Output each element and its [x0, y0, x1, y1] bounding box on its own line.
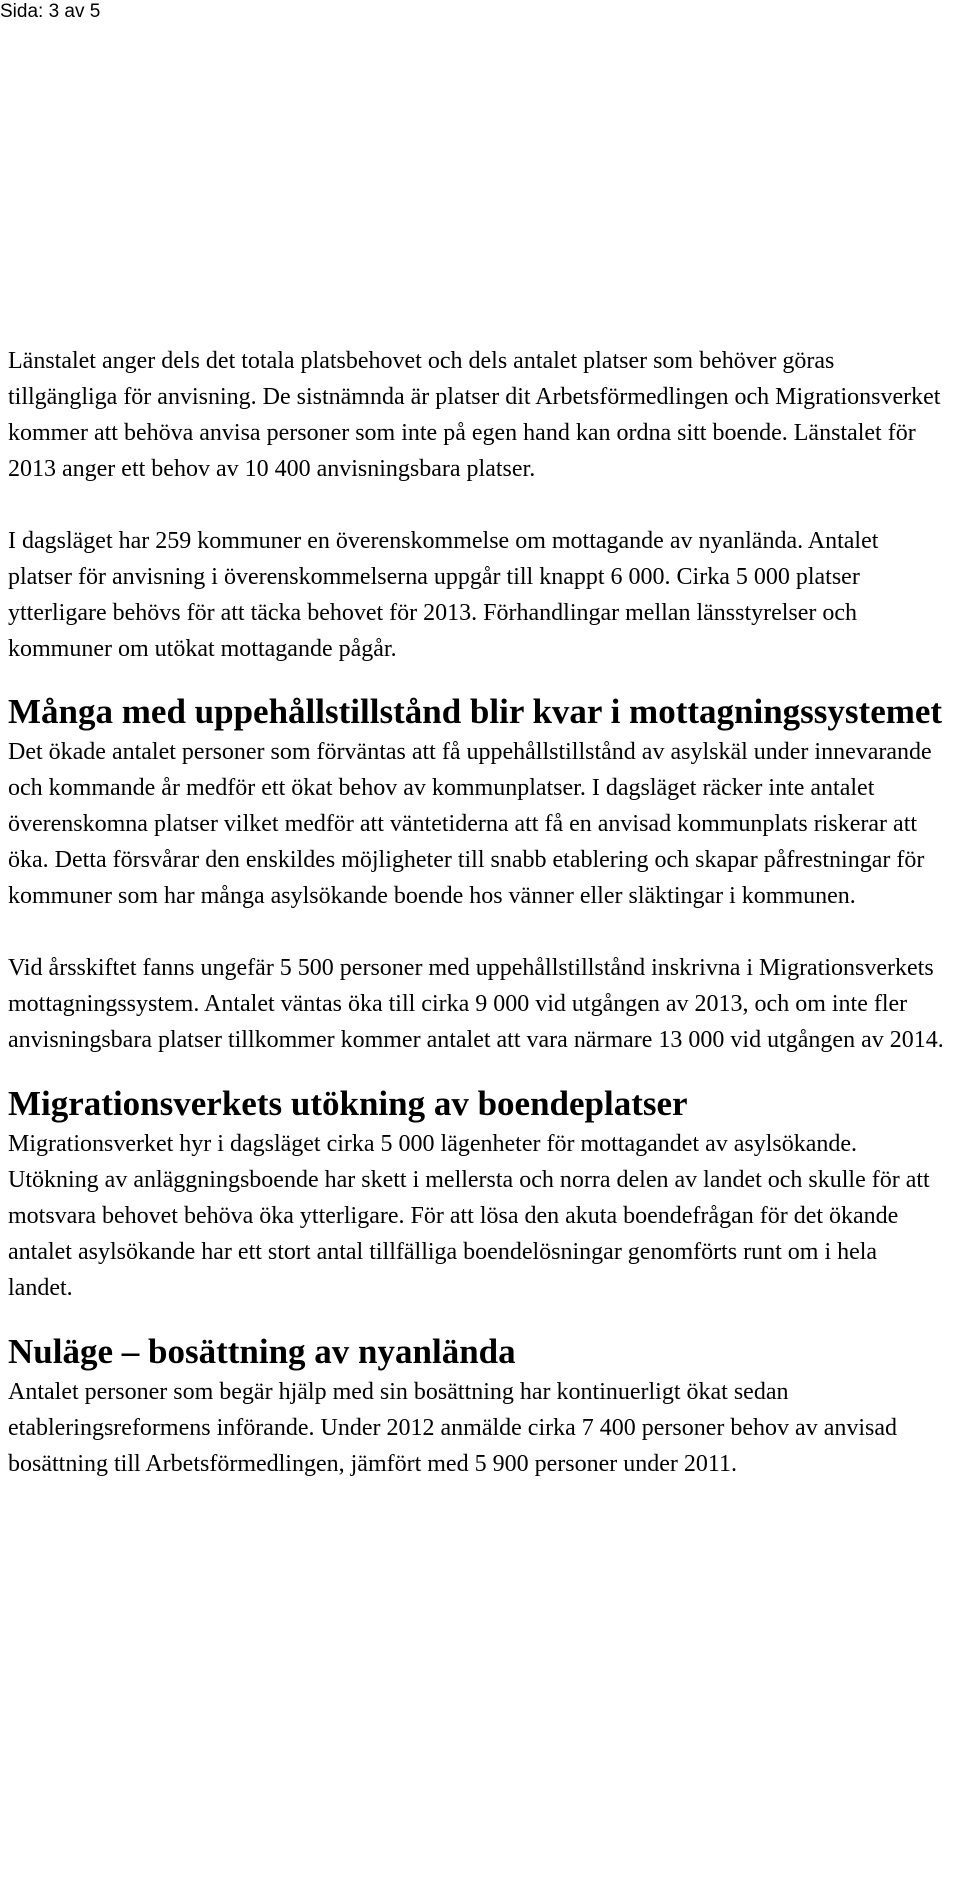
heading-housing-expansion: Migrationsverkets utökning av boendeplatser: [8, 1084, 688, 1123]
paragraph-municipal-agreements: I dagsläget har 259 kommuner en överenskommelse om mottagande av nyanlända. Antalet platser för anvisning i överenskommelserna uppgår till knappt 6 000. Cirka 5 000 platser ytterligare behövs för att täcka behovet för 2013. Förhandlingar mellan länsstyrelser och kommuner om utökat mottagande pågår.: [8, 528, 879, 662]
paragraph-placement-figures: Länstalet anger dels det totala platsbehovet och dels antalet platser som behöver göras tillgängliga för anvisning. De sistnämnda är platser dit Arbetsförmedlingen och Migrationsverket kommer att behöva anvisa personer som inte på egen hand kan ordna sitt boende. Länstalet för 2013 anger ett behov av 10 400 anvisningsbara platser.: [8, 348, 941, 482]
paragraph-year-end-figures: Vid årsskiftet fanns ungefär 5 500 personer med uppehållstillstånd inskrivna i Migrationsverkets mottagningssystem. Antalet väntas öka till cirka 9 000 vid utgången av 2013, och om inte fler anvisningsbara platser tillkommer kommer antalet att vara närmare 13 000 vid utgången av 2014.: [8, 955, 944, 1053]
page-number-label: Sida: 3 av 5: [0, 1, 101, 22]
paragraph-current-settlement: Antalet personer som begär hjälp med sin bosättning har kontinuerligt ökat sedan etableringsreformens införande. Under 2012 anmälde cirka 7 400 personer behov av anvisad bosättning till Arbetsförmedlingen, jämfört med 5 900 personer under 2011.: [8, 1379, 898, 1477]
paragraph-housing-expansion: Migrationsverket hyr i dagsläget cirka 5 000 lägenheter för mottagandet av asylsökande. Utökning av anläggningsboende har skett i mellersta och norra delen av landet och skulle för att motsvara behovet behöva öka ytterligare. För att lösa den akuta boendefrågan för det ökande antalet asylsökande har ett stort antal tillfälliga boendelösningar genomförts runt om i hela landet.: [8, 1131, 930, 1301]
heading-residence-permits: Många med uppehållstillstånd blir kvar i mottagningssystemet: [8, 692, 943, 731]
document-body: [8, 343, 945, 1482]
heading-current-settlement: Nuläge – bosättning av nyanlända: [8, 1332, 516, 1371]
paragraph-increased-demand: Det ökade antalet personer som förväntas att få uppehållstillstånd av asylskäl under innevarande och kommande år medför ett ökat behov av kommunplatser. I dagsläget räcker inte antalet överenskomna platser vilket medför att väntetiderna att få en anvisad kommunplats riskerar att öka. Detta försvårar den enskildes möjligheter till snabb etablering och skapar påfrestningar för kommuner som har många asylsökande boende hos vänner eller släktingar i kommunen.: [8, 739, 932, 909]
